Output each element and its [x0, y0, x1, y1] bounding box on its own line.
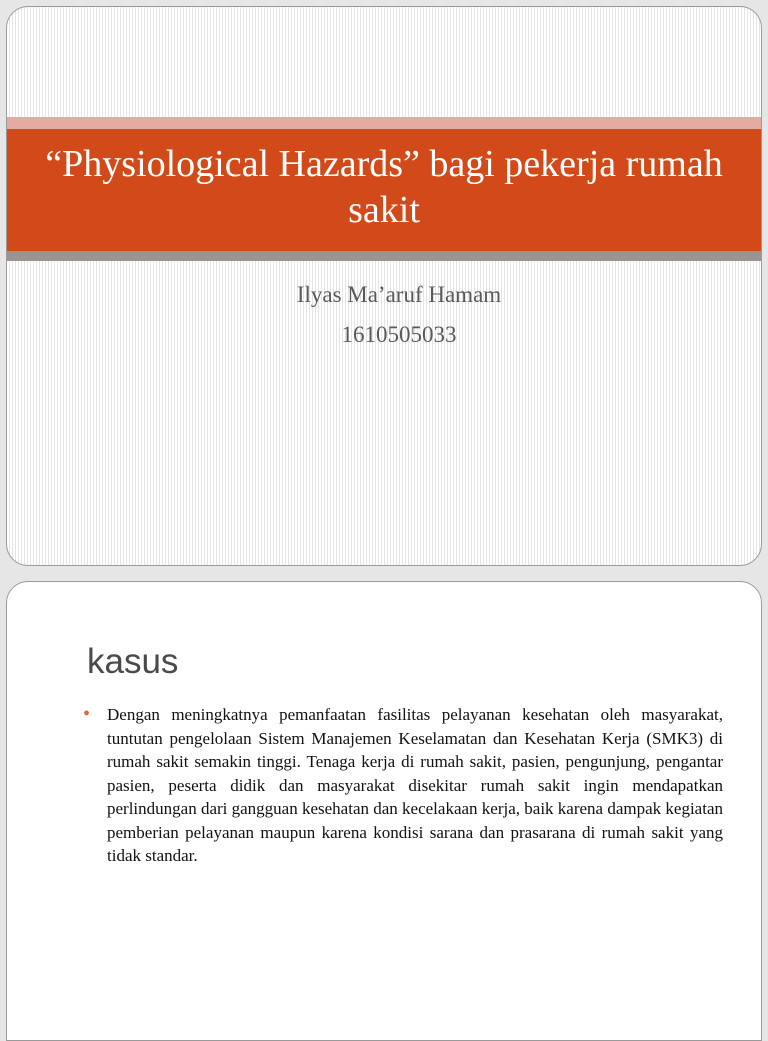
title-accent-bottom [7, 251, 761, 261]
slide-title: “Physiological Hazards” bagi pekerja rumah sakit [45, 143, 723, 231]
slide-heading: kasus [87, 642, 179, 681]
list-item [83, 703, 723, 868]
title-accent-top [7, 117, 761, 129]
student-id: 1610505033 [341, 322, 457, 347]
bullet-icon: • [83, 703, 91, 725]
bullet-text: Dengan meningkatnya pemanfaatan fasilitas pelayanan kesehatan oleh masyarakat, tuntutan pengelolaan Sistem Manajemen Keselamatan dan Kesehatan Kerja (SMK3) di rumah sakit semakin tinggi. Tenaga kerja di rumah sakit, pasien, pengunjung, pengantar pasien, peserta didik dan masyarakat disekitar rumah sakit ingin mendapatkan perlindungan dari gangguan kesehatan dan kecelakaan kerja, baik karena dampak kegiatan pemberian pelayanan maupun karena kondisi sarana dan prasarana di rumah sakit yang tidak standar. [107, 705, 723, 865]
author-name: Ilyas Ma’aruf Hamam [296, 282, 502, 307]
slide-subtitle [7, 275, 761, 355]
content-slide [6, 581, 762, 1041]
title-slide [6, 6, 762, 566]
title-band [7, 129, 761, 251]
